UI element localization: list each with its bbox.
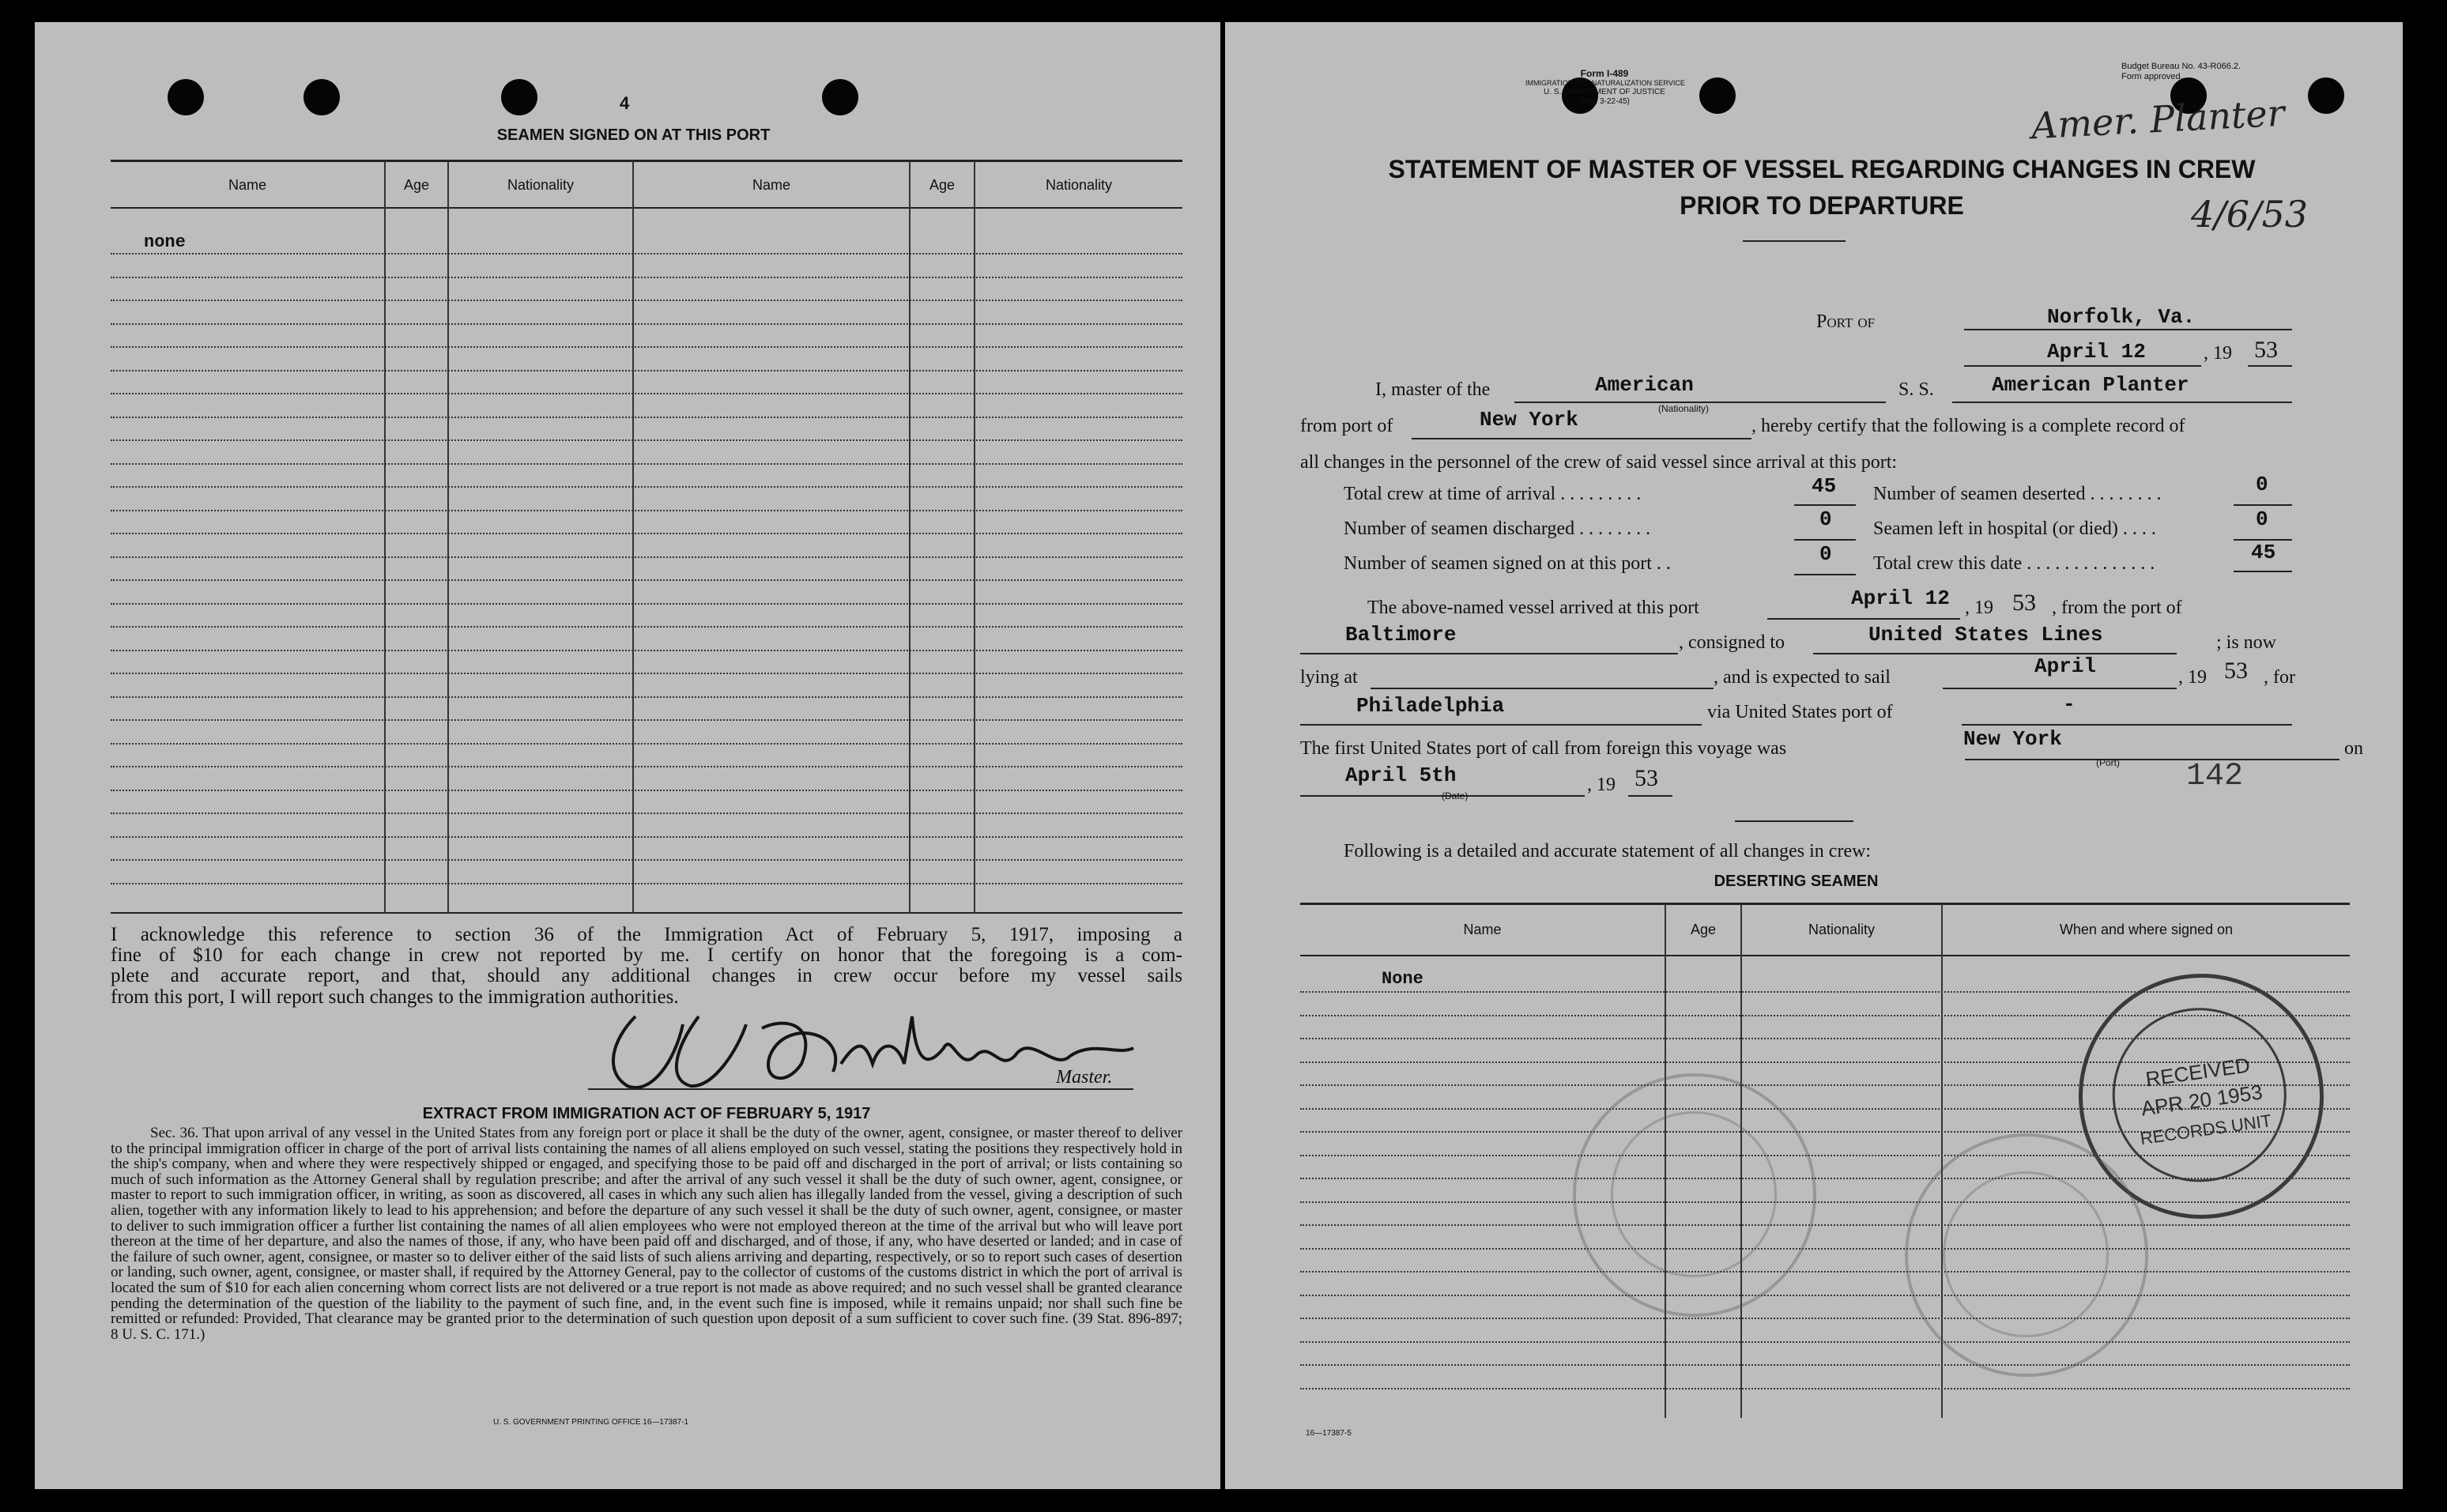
total-arrival-value: 45 [1812, 474, 1837, 498]
total-date-value: 45 [2251, 541, 2276, 564]
is-now-label: ; is now [2216, 632, 2277, 653]
date-caption: (Date) [1442, 790, 1469, 801]
table-row-rule [111, 277, 1182, 278]
arrived-label: The above-named vessel arrived at this port [1367, 598, 1699, 618]
column-header: Name [1463, 922, 1502, 937]
extract-title: EXTRACT FROM IMMIGRATION ACT OF FEBRUARY 5, 1917 [422, 1105, 871, 1122]
table-row-rule [1300, 1224, 2350, 1226]
discharged-label: Number of seamen discharged . . . . . . . . [1344, 518, 1651, 539]
for-label: , for [2264, 667, 2295, 688]
destination-value: Philadelphia [1356, 694, 1505, 718]
page-number: 4 [620, 93, 630, 113]
on-label: on [2344, 738, 2363, 759]
revision: (Rev. 3-22-45) [1579, 97, 1630, 106]
table-row-rule [111, 766, 1182, 767]
sail-year-value: 53 [2224, 658, 2248, 684]
table-row-rule [111, 346, 1182, 348]
table-row-rule [111, 253, 1182, 255]
deserting-title: DESERTING SEAMEN [1714, 873, 1879, 890]
table-row-rule [111, 626, 1182, 628]
column-header: Name [752, 177, 790, 193]
table-row-rule [1300, 1364, 2350, 1366]
from-port-label: from port of [1300, 416, 1393, 436]
handwritten-date: 4/6/53 [2191, 193, 2309, 236]
section-title: SEAMEN SIGNED ON AT THIS PORT [496, 126, 771, 144]
handwritten-vessel: Amer. Planter [2030, 91, 2286, 148]
sail-date-value: April [2034, 654, 2097, 678]
table-row-rule [111, 370, 1182, 371]
column-header: Nationality [1808, 922, 1876, 937]
acknowledgement-line: from this port, I will report such changes to the immigration authorities. [111, 986, 679, 1008]
footer-code: 16—17387-5 [1306, 1429, 1352, 1438]
ss-label: S. S. [1898, 379, 1934, 400]
table-row-rule [111, 579, 1182, 581]
table-row-rule [1300, 1248, 2350, 1250]
acknowledgement-line: plete and accurate report, and that, should any additional changes in crew occur before my vessel sails [111, 966, 1182, 986]
year-prefix: , 19 [2178, 667, 2207, 688]
faint-stamp [1573, 1073, 1816, 1317]
column-header: Nationality [507, 177, 575, 193]
consignee-value: United States Lines [1868, 623, 2103, 647]
budget-bureau: Budget Bureau No. 43-R066.2. [2121, 62, 2242, 71]
total-arrival-label: Total crew at time of arrival . . . . . . . . . [1344, 484, 1642, 504]
deserted-label: Number of seamen deserted . . . . . . . . [1873, 484, 2162, 504]
punch-hole [822, 79, 858, 115]
table-row-rule [111, 883, 1182, 884]
form-title: STATEMENT OF MASTER OF VESSEL REGARDING CHANGES IN CREW [1388, 155, 2256, 183]
table-row-rule [111, 859, 1182, 861]
date-value: April 12 [2047, 340, 2146, 364]
table-row-rule [111, 323, 1182, 325]
extract-text: Sec. 36. That upon arrival of any vessel in the United States from any foreign port or place it shall be the duty of the owner, agent, consignee, or master thereof to deliver to the principal immigration officer in charge of the port of arrival lists containing the names of all aliens employed on such vessel, stating the positions they respectively hold in the ship's company, when and where they were respectively shipped or engaged, and specifying those to be paid off and discharged in the port of arrival; or lists containing so much of such information as the Attorney General shall by regulation prescribe; and after the arrival of any such vessel it shall be the duty of such owner, agent, consignee, or master to report to such immigration officer, in writing, as soon as discovered, all cases in which any such alien has illegally landed from the vessel, giving a description of such alien, together with any information likely to lead to his apprehension; and before the departure of any such vessel it shall be the duty of such owner, agent, consignee, or master to deliver to such immigration officer a further list containing the names of all alien employees who were not employed thereon at the time of the arrival but who will leave port thereon at the time of her departure, and also the names of those, if any, who have been paid off and discharged, and of those, if any, who have deserted or landed; and in case of the failure of such owner, agent, consignee, or master so to deliver either of the said lists of such aliens arriving and departing, respectively, or so to report such cases of desertion or landing, such owner, agent, consignee, or master shall, if required by the Attorney General, pay to the collector of customs of the customs district in which the port of arrival is located the sum of $10 for each alien concerning whom correct lists are not delivered or a true report is not made as above required; and no such vessel shall be granted clearance pending the determination of the question of the liability to the payment of such fine, and, in the event such fine is imposed, while it remains unpaid; nor shall such fine be remitted or refunded: Provided, That clearance may be granted prior to the determination of such question upon deposit of a sum sufficient to cover such fine. (39 Stat. 896-897; 8 U. S. C. 171.) [111, 1125, 1182, 1343]
column-header: Age [929, 177, 956, 193]
form-title: PRIOR TO DEPARTURE [1680, 191, 1964, 220]
first-port-label: The first United States port of call from foreign this voyage was [1300, 738, 1787, 759]
printer-footer: U. S. GOVERNMENT PRINTING OFFICE 16—17387-1 [493, 1418, 689, 1427]
arrived-year-value: 53 [2012, 590, 2036, 616]
hospital-value: 0 [2256, 507, 2268, 531]
punch-hole [304, 79, 340, 115]
punch-hole [501, 79, 537, 115]
table-row-rule [111, 300, 1182, 301]
table-row-rule [111, 696, 1182, 698]
table-row-rule [1300, 1271, 2350, 1273]
arrived-date-value: April 12 [1851, 586, 1950, 610]
acknowledgement-line: fine of $10 for each change in crew not reported by me. I certify on honor that the foregoing is a com- [111, 945, 1182, 966]
nationality-caption: (Nationality) [1658, 403, 1710, 414]
table-row-rule [111, 719, 1182, 721]
table-row-rule [1300, 1295, 2350, 1296]
table-row-rule [111, 836, 1182, 838]
table-row-rule [111, 743, 1182, 745]
vessel-value: American Planter [1992, 373, 2189, 397]
faint-stamp [1905, 1133, 2148, 1377]
master-label: Master. [1056, 1067, 1113, 1088]
discharged-value: 0 [1819, 507, 1832, 531]
left-page [35, 22, 1220, 1489]
table-row-rule [111, 510, 1182, 511]
via-label: via United States port of [1707, 702, 1893, 722]
table-row-rule [111, 533, 1182, 534]
table-row-rule [111, 556, 1182, 558]
form-number: Form I-489 [1580, 68, 1629, 79]
lying-at-label: lying at [1300, 667, 1358, 688]
first-port-year-value: 53 [1634, 765, 1658, 791]
signed-on-value: 0 [1819, 542, 1832, 566]
handwritten-number: 142 [2186, 759, 2244, 794]
port-caption: (Port) [2096, 757, 2120, 768]
table-row-rule [111, 790, 1182, 791]
table-row-rule [111, 813, 1182, 814]
table-row-rule [111, 463, 1182, 465]
table-row-rule [111, 673, 1182, 674]
first-port-date-value: April 5th [1345, 764, 1457, 787]
deserting-entry: None [1382, 969, 1423, 989]
first-port-value: New York [1963, 727, 2062, 751]
consigned-label: , consigned to [1679, 632, 1785, 653]
from-port-value: New York [1480, 408, 1578, 432]
table-row-rule [111, 603, 1182, 605]
year-prefix: , 19 [1965, 598, 1993, 618]
year-value: 53 [2254, 337, 2278, 363]
right-page [1225, 22, 2403, 1489]
agency-line: IMMIGRATION AND NATURALIZATION SERVICE [1525, 79, 1685, 87]
year-prefix: , 19 [1587, 775, 1616, 795]
table-row-rule [111, 417, 1182, 418]
punch-hole [2308, 77, 2344, 114]
table-row-rule [1300, 1341, 2350, 1343]
signed-on-entry: none [144, 232, 186, 252]
table-row-rule [111, 393, 1182, 394]
agency-line: U. S. DEPARTMENT OF JUSTICE [1544, 88, 1665, 96]
port-label: Port of [1816, 311, 1876, 332]
table-row-rule [111, 486, 1182, 488]
year-prefix: , 19 [2204, 343, 2232, 364]
column-header: When and where signed on [2059, 922, 2234, 937]
via-value: - [2063, 692, 2076, 716]
column-header: Name [228, 177, 266, 193]
expected-label: , and is expected to sail [1714, 667, 1891, 688]
hospital-label: Seamen left in hospital (or died) . . . . [1873, 518, 2156, 539]
punch-hole [1699, 77, 1736, 114]
received-stamp: RECEIVED APR 20 1953 RECORDS UNIT [2063, 958, 2340, 1235]
deserted-value: 0 [2256, 473, 2268, 496]
acknowledgement-line: I acknowledge this reference to section 36 of the Immigration Act of February 5, 1917, imposing a [111, 925, 1182, 945]
port-value: Norfolk, Va. [2047, 305, 2196, 329]
nationality-value: American [1595, 373, 1694, 397]
column-header: Age [1690, 922, 1717, 937]
signed-on-label: Number of seamen signed on at this port . . [1344, 553, 1671, 574]
all-changes-text: all changes in the personnel of the crew of said vessel since arrival at this port: [1300, 452, 1898, 473]
total-date-label: Total crew this date . . . . . . . . . . . . . . [1873, 553, 2155, 574]
table-row-rule [1300, 1318, 2350, 1319]
column-header: Nationality [1045, 177, 1113, 193]
table-row-rule [1300, 1388, 2350, 1389]
table-row-rule [111, 439, 1182, 441]
from-the-port-label: , from the port of [2052, 598, 2182, 618]
master-of-label: I, master of the [1375, 379, 1491, 400]
following-text: Following is a detailed and accurate statement of all changes in crew: [1344, 841, 1872, 862]
origin-port-value: Baltimore [1345, 623, 1457, 647]
punch-hole [168, 79, 204, 115]
column-header: Age [403, 177, 430, 193]
certify-text: , hereby certify that the following is a complete record of [1751, 416, 2185, 436]
form-approved: Form approved. [2121, 72, 2183, 81]
table-row-rule [111, 650, 1182, 651]
